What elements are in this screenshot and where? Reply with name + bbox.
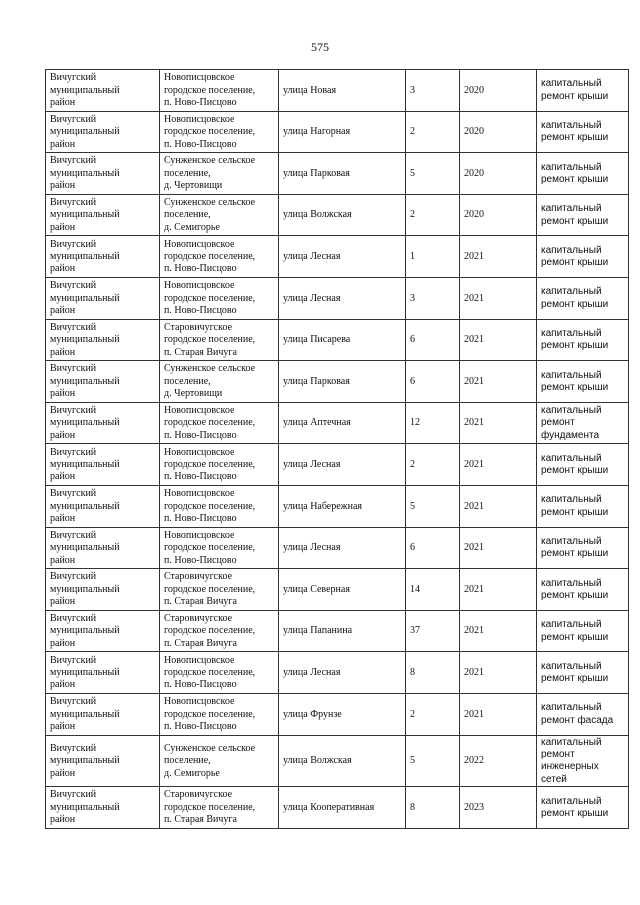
table-row bbox=[46, 277, 629, 319]
work-type-cell: капитальный ремонт крыши bbox=[537, 610, 629, 652]
district-cell: Вичугский муниципальный район bbox=[46, 610, 160, 652]
street-cell: улица Лесная bbox=[279, 444, 406, 486]
settlement-cell: Новописцовское городское поселение, п. Ново-Писцово bbox=[160, 277, 279, 319]
street-cell: улица Писарева bbox=[279, 319, 406, 361]
table-row bbox=[46, 735, 629, 787]
year-cell: 2023 bbox=[460, 787, 537, 829]
district-cell: Вичугский муниципальный район bbox=[46, 402, 160, 444]
house-number-cell: 6 bbox=[406, 527, 460, 569]
year-cell: 2021 bbox=[460, 236, 537, 278]
work-type-cell: капитальный ремонт крыши bbox=[537, 787, 629, 829]
year-cell: 2021 bbox=[460, 652, 537, 694]
district-cell: Вичугский муниципальный район bbox=[46, 693, 160, 735]
settlement-cell: Сунженское сельское поселение, д. Чертовищи bbox=[160, 361, 279, 403]
settlement-cell: Новописцовское городское поселение, п. Ново-Писцово bbox=[160, 236, 279, 278]
district-cell: Вичугский муниципальный район bbox=[46, 361, 160, 403]
year-cell: 2021 bbox=[460, 610, 537, 652]
year-cell: 2021 bbox=[460, 569, 537, 611]
district-cell: Вичугский муниципальный район bbox=[46, 70, 160, 112]
year-cell: 2021 bbox=[460, 319, 537, 361]
street-cell: улица Кооперативная bbox=[279, 787, 406, 829]
street-cell: улица Лесная bbox=[279, 236, 406, 278]
street-cell: улица Северная bbox=[279, 569, 406, 611]
settlement-cell: Сунженское сельское поселение, д. Семигорье bbox=[160, 194, 279, 236]
repair-schedule-table bbox=[45, 69, 629, 829]
year-cell: 2021 bbox=[460, 527, 537, 569]
house-number-cell: 6 bbox=[406, 361, 460, 403]
street-cell: улица Набережная bbox=[279, 485, 406, 527]
district-cell: Вичугский муниципальный район bbox=[46, 236, 160, 278]
settlement-cell: Сунженское сельское поселение, д. Семигорье bbox=[160, 735, 279, 787]
year-cell: 2022 bbox=[460, 735, 537, 787]
house-number-cell: 2 bbox=[406, 444, 460, 486]
year-cell: 2020 bbox=[460, 70, 537, 112]
table-row bbox=[46, 153, 629, 195]
work-type-cell: капитальный ремонт крыши bbox=[537, 194, 629, 236]
settlement-cell: Новописцовское городское поселение, п. Ново-Писцово bbox=[160, 444, 279, 486]
district-cell: Вичугский муниципальный район bbox=[46, 569, 160, 611]
settlement-cell: Новописцовское городское поселение, п. Ново-Писцово bbox=[160, 402, 279, 444]
street-cell: улица Волжская bbox=[279, 194, 406, 236]
house-number-cell: 5 bbox=[406, 153, 460, 195]
street-cell: улица Аптечная bbox=[279, 402, 406, 444]
street-cell: улица Фрунзе bbox=[279, 693, 406, 735]
district-cell: Вичугский муниципальный район bbox=[46, 194, 160, 236]
work-type-cell: капитальный ремонт инженерных сетей bbox=[537, 735, 629, 787]
table-row bbox=[46, 236, 629, 278]
year-cell: 2020 bbox=[460, 111, 537, 153]
house-number-cell: 14 bbox=[406, 569, 460, 611]
settlement-cell: Новописцовское городское поселение, п. Ново-Писцово bbox=[160, 693, 279, 735]
work-type-cell: капитальный ремонт крыши bbox=[537, 319, 629, 361]
street-cell: улица Лесная bbox=[279, 277, 406, 319]
table-row bbox=[46, 444, 629, 486]
work-type-cell: капитальный ремонт крыши bbox=[537, 569, 629, 611]
settlement-cell: Старовичугское городское поселение, п. Старая Вичуга bbox=[160, 319, 279, 361]
district-cell: Вичугский муниципальный район bbox=[46, 485, 160, 527]
table-row bbox=[46, 402, 629, 444]
settlement-cell: Старовичугское городское поселение, п. Старая Вичуга bbox=[160, 569, 279, 611]
house-number-cell: 5 bbox=[406, 735, 460, 787]
street-cell: улица Волжская bbox=[279, 735, 406, 787]
street-cell: улица Нагорная bbox=[279, 111, 406, 153]
house-number-cell: 37 bbox=[406, 610, 460, 652]
year-cell: 2021 bbox=[460, 361, 537, 403]
house-number-cell: 2 bbox=[406, 194, 460, 236]
district-cell: Вичугский муниципальный район bbox=[46, 111, 160, 153]
page-number: 575 bbox=[311, 40, 329, 54]
table-row bbox=[46, 111, 629, 153]
work-type-cell: капитальный ремонт фундамента bbox=[537, 402, 629, 444]
table-row bbox=[46, 693, 629, 735]
house-number-cell: 2 bbox=[406, 111, 460, 153]
settlement-cell: Новописцовское городское поселение, п. Ново-Писцово bbox=[160, 111, 279, 153]
table-row bbox=[46, 485, 629, 527]
year-cell: 2020 bbox=[460, 194, 537, 236]
work-type-cell: капитальный ремонт крыши bbox=[537, 70, 629, 112]
table-row bbox=[46, 569, 629, 611]
year-cell: 2021 bbox=[460, 693, 537, 735]
street-cell: улица Папанина bbox=[279, 610, 406, 652]
district-cell: Вичугский муниципальный район bbox=[46, 735, 160, 787]
table-row bbox=[46, 787, 629, 829]
work-type-cell: капитальный ремонт крыши bbox=[537, 111, 629, 153]
year-cell: 2021 bbox=[460, 402, 537, 444]
work-type-cell: капитальный ремонт крыши bbox=[537, 277, 629, 319]
settlement-cell: Старовичугское городское поселение, п. Старая Вичуга bbox=[160, 787, 279, 829]
work-type-cell: капитальный ремонт крыши bbox=[537, 444, 629, 486]
work-type-cell: капитальный ремонт фасада bbox=[537, 693, 629, 735]
district-cell: Вичугский муниципальный район bbox=[46, 444, 160, 486]
district-cell: Вичугский муниципальный район bbox=[46, 153, 160, 195]
house-number-cell: 6 bbox=[406, 319, 460, 361]
settlement-cell: Новописцовское городское поселение, п. Ново-Писцово bbox=[160, 485, 279, 527]
year-cell: 2021 bbox=[460, 485, 537, 527]
district-cell: Вичугский муниципальный район bbox=[46, 787, 160, 829]
district-cell: Вичугский муниципальный район bbox=[46, 527, 160, 569]
street-cell: улица Парковая bbox=[279, 153, 406, 195]
table-row bbox=[46, 319, 629, 361]
house-number-cell: 2 bbox=[406, 693, 460, 735]
work-type-cell: капитальный ремонт крыши bbox=[537, 485, 629, 527]
house-number-cell: 12 bbox=[406, 402, 460, 444]
house-number-cell: 1 bbox=[406, 236, 460, 278]
table-row bbox=[46, 652, 629, 694]
house-number-cell: 3 bbox=[406, 70, 460, 112]
year-cell: 2021 bbox=[460, 444, 537, 486]
settlement-cell: Новописцовское городское поселение, п. Ново-Писцово bbox=[160, 527, 279, 569]
table-body bbox=[46, 70, 629, 829]
street-cell: улица Лесная bbox=[279, 527, 406, 569]
district-cell: Вичугский муниципальный район bbox=[46, 319, 160, 361]
settlement-cell: Новописцовское городское поселение, п. Ново-Писцово bbox=[160, 70, 279, 112]
table-row bbox=[46, 194, 629, 236]
work-type-cell: капитальный ремонт крыши bbox=[537, 361, 629, 403]
year-cell: 2020 bbox=[460, 153, 537, 195]
house-number-cell: 8 bbox=[406, 787, 460, 829]
work-type-cell: капитальный ремонт крыши bbox=[537, 236, 629, 278]
district-cell: Вичугский муниципальный район bbox=[46, 652, 160, 694]
table-row bbox=[46, 70, 629, 112]
year-cell: 2021 bbox=[460, 277, 537, 319]
street-cell: улица Парковая bbox=[279, 361, 406, 403]
house-number-cell: 3 bbox=[406, 277, 460, 319]
work-type-cell: капитальный ремонт крыши bbox=[537, 153, 629, 195]
table-row bbox=[46, 361, 629, 403]
work-type-cell: капитальный ремонт крыши bbox=[537, 527, 629, 569]
house-number-cell: 8 bbox=[406, 652, 460, 694]
district-cell: Вичугский муниципальный район bbox=[46, 277, 160, 319]
work-type-cell: капитальный ремонт крыши bbox=[537, 652, 629, 694]
settlement-cell: Сунженское сельское поселение, д. Чертовищи bbox=[160, 153, 279, 195]
street-cell: улица Новая bbox=[279, 70, 406, 112]
settlement-cell: Новописцовское городское поселение, п. Ново-Писцово bbox=[160, 652, 279, 694]
settlement-cell: Старовичугское городское поселение, п. Старая Вичуга bbox=[160, 610, 279, 652]
house-number-cell: 5 bbox=[406, 485, 460, 527]
table-row bbox=[46, 527, 629, 569]
street-cell: улица Лесная bbox=[279, 652, 406, 694]
table-row bbox=[46, 610, 629, 652]
